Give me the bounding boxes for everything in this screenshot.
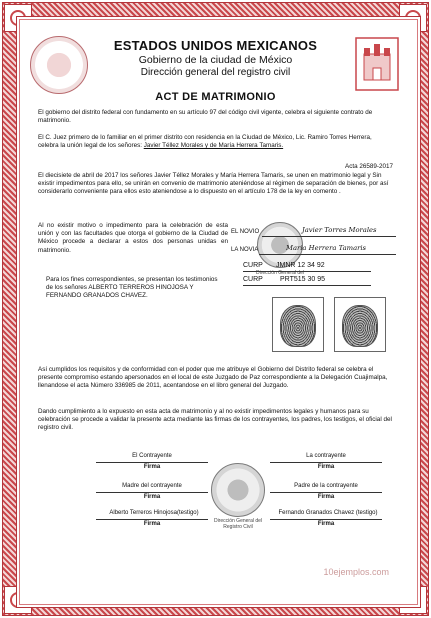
acta-number: Acta 26589-2017 bbox=[345, 163, 393, 170]
signature-role-groom: Firma bbox=[143, 464, 161, 470]
government-title: Gobierno de la ciudad de México bbox=[138, 54, 293, 66]
curp-value-groom: JMNR 12 34 92 bbox=[276, 262, 325, 269]
signature-label-witness-2: Fernando Granados Chavez (testigo) bbox=[278, 510, 378, 516]
groom-label: EL NOVIO bbox=[231, 229, 260, 235]
document-title: ACT DE MATRIMONIO bbox=[155, 91, 276, 103]
stamp-line: Dirección General del bbox=[255, 270, 305, 276]
curp-line-groom bbox=[243, 271, 371, 272]
paragraph-validation: Dando cumplimiento a lo expuesto en esta acta de matrimonio y al no existir impedimentos legales y humanos para su celebración se procede a validar la presente acta mediante las firmas de los contrayentes, los padres, los testigos, el oficial del registro civil. bbox=[38, 408, 392, 432]
curp-line-bride bbox=[243, 285, 371, 286]
signature-line-groom bbox=[96, 462, 208, 463]
signature-line-witness-2 bbox=[270, 519, 382, 520]
official-registry-stamp bbox=[211, 463, 265, 517]
fingerprint-groom bbox=[280, 305, 316, 347]
signature-label-father: Padre de la contrayente bbox=[294, 483, 358, 489]
signature-label-mother: Madre del contrayente bbox=[122, 483, 182, 489]
paragraph-judge-text: El C. Juez primero de lo familiar en el primer distrito con residencia en la Ciudad de México, Lic. Ramiro Torres Herrera, celebra la unión legal de los señores: bbox=[38, 134, 372, 150]
signature-line-mother bbox=[96, 492, 208, 493]
paragraph-witnesses: Para los fines correspondientes, se presentan los testimonios de los señores ALBERTO TERREROS HINOJOSA Y FERNANDO GRANADOS CHAVEZ. bbox=[46, 276, 218, 300]
bride-name: Maria Herrera Tamaris bbox=[286, 244, 367, 252]
curp-value-bride: PRT515 30 95 bbox=[280, 276, 326, 283]
signature-label-groom: El Contrayente bbox=[132, 453, 172, 459]
office-title: Dirección general del registro civil bbox=[140, 67, 291, 78]
curp-label-groom: CURP bbox=[243, 262, 263, 269]
signature-role-bride: Firma bbox=[317, 464, 335, 470]
paragraph-declaration: Al no existir motivo o impedimento para la celebración de esta unión y con las facultades que otorga el gobierno de la Ciudad de México procede a declarar a estos dos personas unidas en matrimonio. bbox=[38, 222, 228, 254]
watermark: 10ejemplos.com bbox=[323, 567, 389, 577]
paragraph-union: El diecisiete de abril de 2017 los señores Javier Téllez Morales y María Herrera Tamaris, se unen en matrimonio legal y Sin existir impedimentos para ello, se unirán en convenio de matrimonio ateniéndose al régimen de separación de bienes, por así considerarlo conveniente para ellos esto ateniendose a lo dispuesto en el artículo 178 de la ley en comento . bbox=[38, 172, 389, 196]
signature-line-witness-1 bbox=[96, 519, 208, 520]
signature-role-father: Firma bbox=[317, 494, 335, 500]
signature-role-mother: Firma bbox=[143, 494, 161, 500]
bride-label: LA NOVIA bbox=[231, 247, 259, 253]
groom-line bbox=[262, 236, 396, 237]
stamp-line: Dirección General del bbox=[213, 518, 263, 524]
signature-label-witness-1: Alberto Terreros Hinojosa(testigo) bbox=[109, 510, 199, 516]
country-title: ESTADOS UNIDOS MEXICANOS bbox=[113, 38, 318, 53]
couple-names: Javier Téllez Morales y de María Herrera Tamaris. bbox=[143, 142, 284, 150]
curp-label-bride: CURP bbox=[243, 276, 263, 283]
fingerprint-bride bbox=[342, 305, 378, 347]
official-stamp-caption bbox=[206, 518, 270, 530]
fingerprint-box-groom bbox=[272, 297, 324, 352]
groom-name: Javier Torres Morales bbox=[302, 226, 377, 234]
signature-role-witness-1: Firma bbox=[143, 521, 161, 527]
stamp-line: Registro Civil bbox=[223, 524, 253, 530]
paragraph-requirements: Así cumplidos los requisitos y de conformidad con el poder que me atribuye el Gobierno del Distrito federal se celebra el presente compromiso estando apersonados en el local de este Juzgado de Paz correspondiente a la Delegación Cuajimalpa, llenandose el acta Número 336985 de 2011, acentandose en el libro general del Juzgado. bbox=[38, 366, 388, 390]
signature-line-bride bbox=[270, 462, 382, 463]
signature-label-bride: La contrayente bbox=[306, 453, 346, 459]
paragraph-judge bbox=[38, 134, 393, 150]
bride-line bbox=[259, 254, 396, 255]
signature-line-father bbox=[270, 492, 382, 493]
paragraph-legal-basis: El gobierno del distrito federal con fundamento en su artículo 97 del código civil vigente, celebra el siguiente contrato de matrimonio. bbox=[38, 109, 373, 125]
fingerprint-box-bride bbox=[334, 297, 386, 352]
signature-role-witness-2: Firma bbox=[317, 521, 335, 527]
